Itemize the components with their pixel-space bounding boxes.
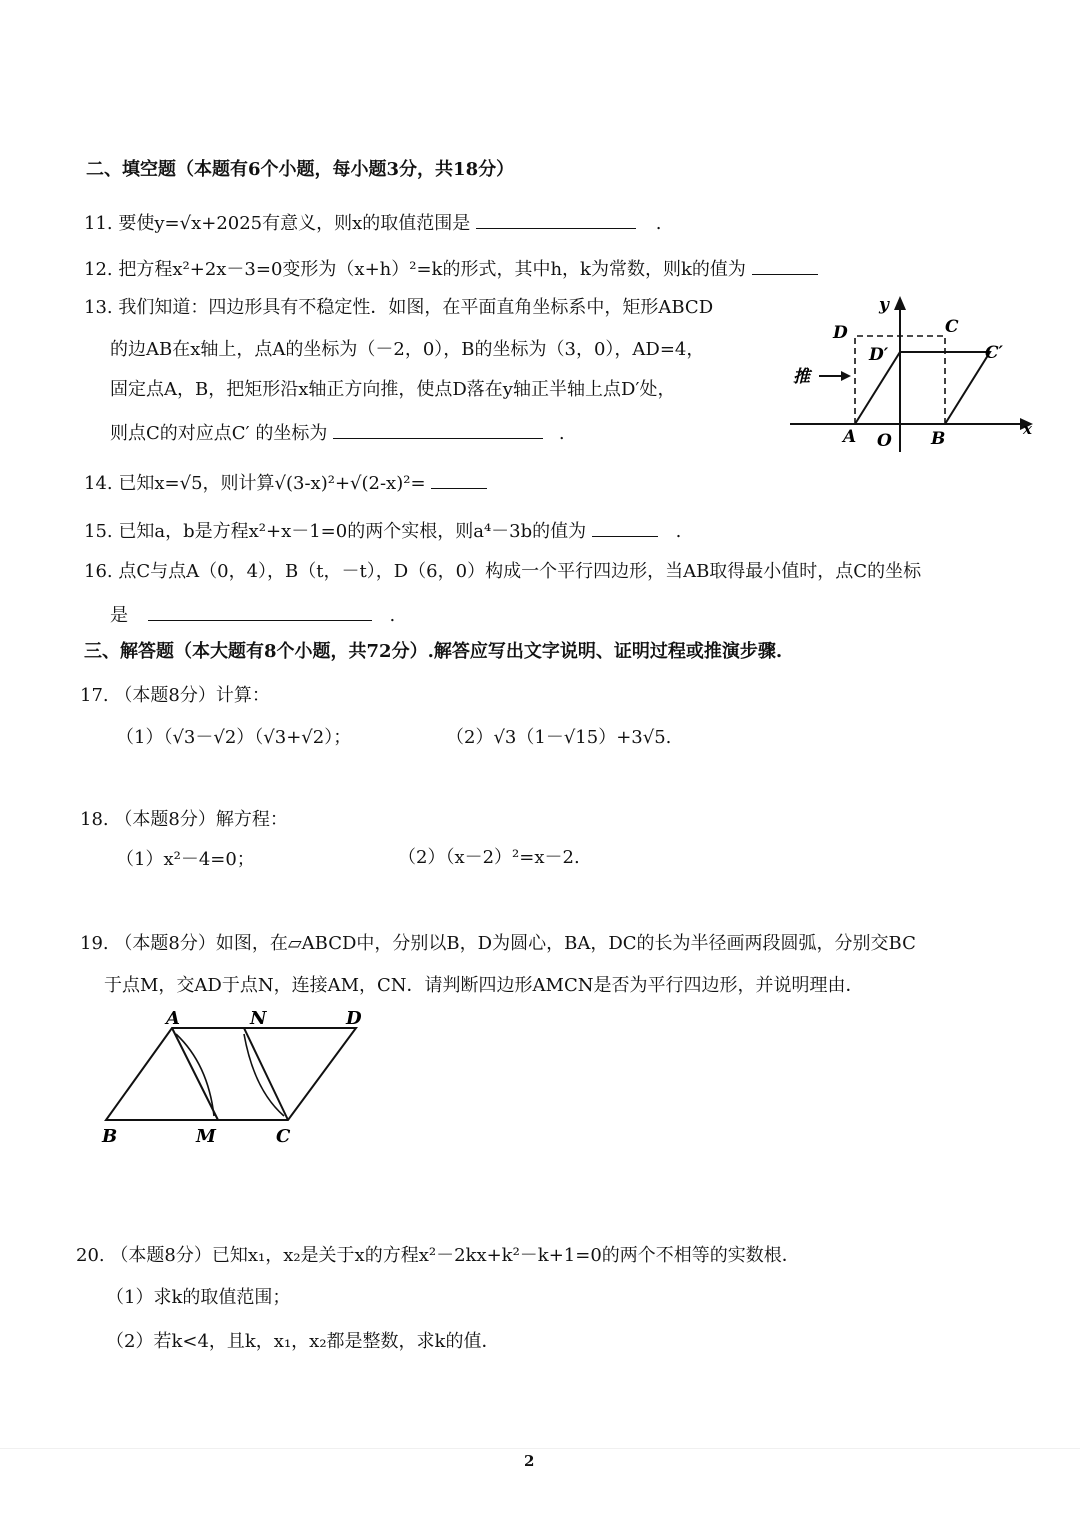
- question-text: 则点C的对应点C′ 的坐标为: [110, 423, 328, 444]
- vertex-c-label: C: [276, 1126, 291, 1147]
- question-16-line2: [110, 602, 395, 628]
- point-n-label: N: [250, 1008, 267, 1029]
- point-c-prime-label: C′: [985, 343, 1004, 363]
- question-number: 18.: [80, 809, 109, 830]
- question-14: [84, 470, 487, 496]
- question-20-part2: （2）若k<4，且k，x₁，x₂都是整数，求k的值．: [106, 1331, 500, 1352]
- question-16: [84, 560, 921, 584]
- question-13: [84, 296, 713, 320]
- vertex-a-label: A: [166, 1008, 180, 1029]
- question-text: 已知a，b是方程x²+x－1=0的两个实根，则a⁴－3b的值为: [118, 521, 587, 542]
- question-text-line1: 点C与点A（0，4），B（t，－t），D（6，0）构成一个平行四边形，当AB取得最小值时，点C的坐标: [118, 561, 922, 582]
- push-label: 推: [793, 367, 810, 387]
- question-13-line3: 固定点A，B，把矩形沿x轴正方向推，使点D落在y轴正半轴上点D′处，: [110, 379, 676, 400]
- question-text: 是: [110, 605, 128, 626]
- question-13-line2: 的边AB在x轴上，点A的坐标为（－2，0），B的坐标为（3，0），AD=4，: [110, 339, 705, 360]
- question-number: 20.: [76, 1245, 105, 1266]
- question-18: [80, 808, 288, 832]
- question-text-line1: 我们知道：四边形具有不稳定性．如图，在平面直角坐标系中，矩形ABCD: [118, 297, 714, 318]
- question-18-part2: （2）（x－2）²=x－2.: [398, 847, 580, 868]
- answer-blank[interactable]: [431, 470, 487, 489]
- point-a-label: A: [843, 427, 857, 447]
- question-text: 要使y=√x+2025有意义，则x的取值范围是: [118, 213, 471, 234]
- question-text: 已知x=√5，则计算√(3-x)²+√(2-x)²=: [118, 473, 426, 494]
- question-17-part1: （1）（√3－√2）（√3+√2）；: [116, 727, 352, 748]
- vertex-d-label: D: [346, 1008, 362, 1029]
- point-m-label: M: [196, 1126, 216, 1147]
- question-text-line1: （本题8分）如图，在▱ABCD中，分别以B，D为圆心，BA，DC的长为半径画两段圆弧，分别交BC: [114, 933, 916, 954]
- question-13-line4: [110, 420, 565, 446]
- question-text: 把方程x²+2x－3=0变形为（x+h）²=k的形式，其中h，k为常数，则k的值为: [118, 259, 746, 280]
- question-20-part1: （1）求k的取值范围；: [106, 1287, 291, 1308]
- point-d-prime-label: D′: [869, 345, 889, 365]
- origin-label: O: [877, 431, 892, 451]
- period: .: [558, 423, 565, 444]
- question-number: 14.: [84, 473, 113, 494]
- question-18-part1: （1）x²－4=0；: [116, 849, 255, 870]
- question-15: [84, 518, 681, 544]
- question-number: 19.: [80, 933, 109, 954]
- question-20: [76, 1244, 800, 1268]
- question-text: （本题8分）计算：: [114, 685, 270, 706]
- question-12: [84, 256, 818, 282]
- answer-blank[interactable]: [752, 256, 818, 275]
- question-19: [80, 932, 916, 956]
- page-number: 2: [524, 1452, 535, 1470]
- question-number: 17.: [80, 685, 109, 706]
- question-11: [84, 210, 662, 236]
- answer-blank[interactable]: [476, 210, 636, 229]
- vertex-b-label: B: [102, 1126, 118, 1147]
- answer-blank[interactable]: [592, 518, 658, 537]
- y-axis-label: y: [879, 295, 889, 315]
- question-19-line2: 于点M，交AD于点N，连接AM，CN．请判断四边形AMCN是否为平行四边形，并说明理由．: [104, 975, 864, 996]
- point-b-label: B: [931, 429, 946, 449]
- period: .: [389, 605, 396, 626]
- question-17: [80, 684, 270, 708]
- period: .: [675, 521, 682, 542]
- question-number: 16.: [84, 561, 113, 582]
- question-17-part2: （2）√3（1－√15）+3√5.: [446, 727, 672, 748]
- q19-parallelogram-figure: [96, 1004, 376, 1150]
- question-number: 13.: [84, 297, 113, 318]
- question-number: 11.: [84, 213, 113, 234]
- x-axis-label: x: [1023, 420, 1032, 438]
- point-d-label: D: [833, 323, 848, 343]
- answer-blank[interactable]: [333, 420, 543, 439]
- question-text: （本题8分）解方程：: [114, 809, 288, 830]
- question-number: 15.: [84, 521, 113, 542]
- question-text: （本题8分）已知x₁，x₂是关于x的方程x²－2kx+k²－k+1=0的两个不相等的实数根．: [110, 1245, 800, 1266]
- answer-blank[interactable]: [148, 602, 372, 621]
- point-c-label: C: [945, 317, 959, 337]
- q13-coordinate-figure: [785, 292, 1035, 462]
- section-3-heading: 三、解答题（本大题有8个小题，共72分）.解答应写出文字说明、证明过程或推演步骤.: [84, 641, 783, 662]
- question-number: 12.: [84, 259, 113, 280]
- period: .: [655, 213, 662, 234]
- footer-divider: [0, 1448, 1080, 1449]
- section-2-heading: 二、填空题（本题有6个小题，每小题3分，共18分）: [86, 159, 515, 180]
